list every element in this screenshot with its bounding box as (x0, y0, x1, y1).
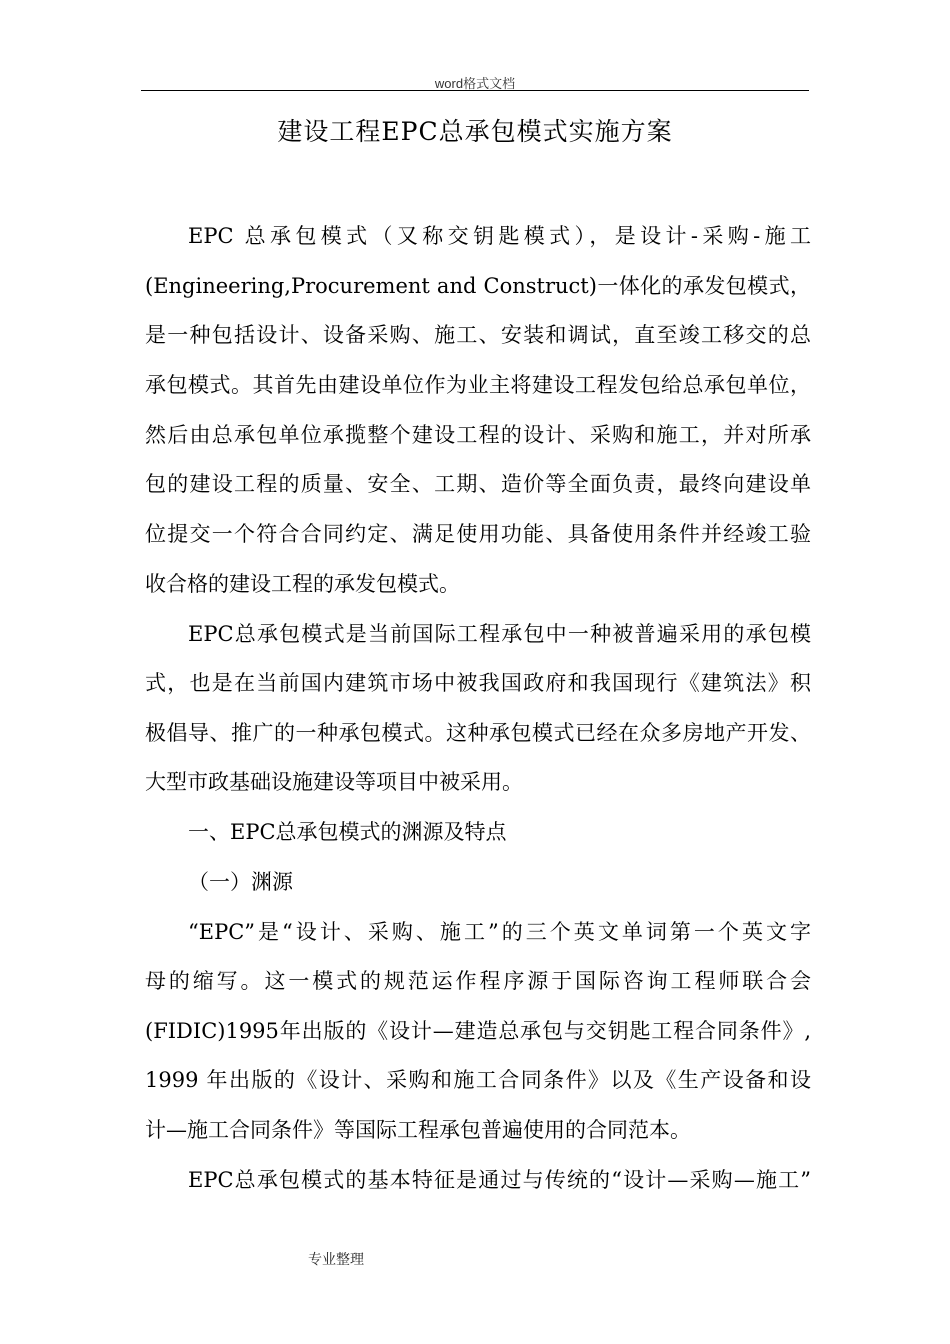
paragraph-line: 包的建设工程的质量、安全、工期、造价等全面负责，最终向建设单 (145, 472, 811, 496)
paragraph-line: 然后由总承包单位承揽整个建设工程的设计、采购和施工，并对所承 (145, 423, 811, 447)
paragraph-line: 1999 年出版的《设计、采购和施工合同条件》以及《生产设备和设 (145, 1068, 811, 1092)
paragraph-line: 位提交一个符合合同约定、满足使用功能、具备使用条件并经竣工验 (145, 522, 811, 546)
subsection-heading: （一）渊源 (188, 870, 293, 894)
section-heading: 一、EPC总承包模式的渊源及特点 (188, 820, 507, 844)
header-divider (141, 90, 809, 91)
paragraph-line: 大型市政基础设施建设等项目中被采用。 (145, 770, 523, 794)
paragraph-line: EPC总承包模式的基本特征是通过与传统的“设计—采购—施工” (188, 1168, 811, 1192)
paragraph-line: (Engineering,Procurement and Construct)一体化的承发包模式， (145, 274, 811, 298)
paragraph-line: 收合格的建设工程的承发包模式。 (145, 572, 460, 596)
paragraph-line: “EPC”是“设计、采购、施工”的三个英文单词第一个英文字 (188, 920, 811, 944)
paragraph-line: 承包模式。其首先由建设单位作为业主将建设工程发包给总承包单位， (145, 373, 811, 397)
paragraph-line: 式，也是在当前国内建筑市场中被我国政府和我国现行《建筑法》积 (145, 671, 811, 695)
document-title: 建设工程EPC总承包模式实施方案 (277, 117, 673, 146)
page-header: word格式文档 (434, 76, 516, 91)
paragraph-line: 是一种包括设计、设备采购、施工、安装和调试，直至竣工移交的总 (145, 323, 811, 347)
paragraph-line: 母的缩写。这一模式的规范运作程序源于国际咨询工程师联合会 (145, 969, 811, 993)
paragraph-line: 计—施工合同条件》等国际工程承包普遍使用的合同范本。 (145, 1118, 691, 1142)
paragraph-line: EPC 总承包模式（又称交钥匙模式），是设计-采购-施工 (188, 224, 811, 248)
page-footer: 专业整理 (308, 1251, 364, 1267)
paragraph-line: EPC总承包模式是当前国际工程承包中一种被普遍采用的承包模 (188, 622, 811, 646)
paragraph-line: (FIDIC)1995年出版的《设计—建造总承包与交钥匙工程合同条件》, (145, 1019, 811, 1043)
paragraph-line: 极倡导、推广的一种承包模式。这种承包模式已经在众多房地产开发、 (145, 721, 811, 745)
